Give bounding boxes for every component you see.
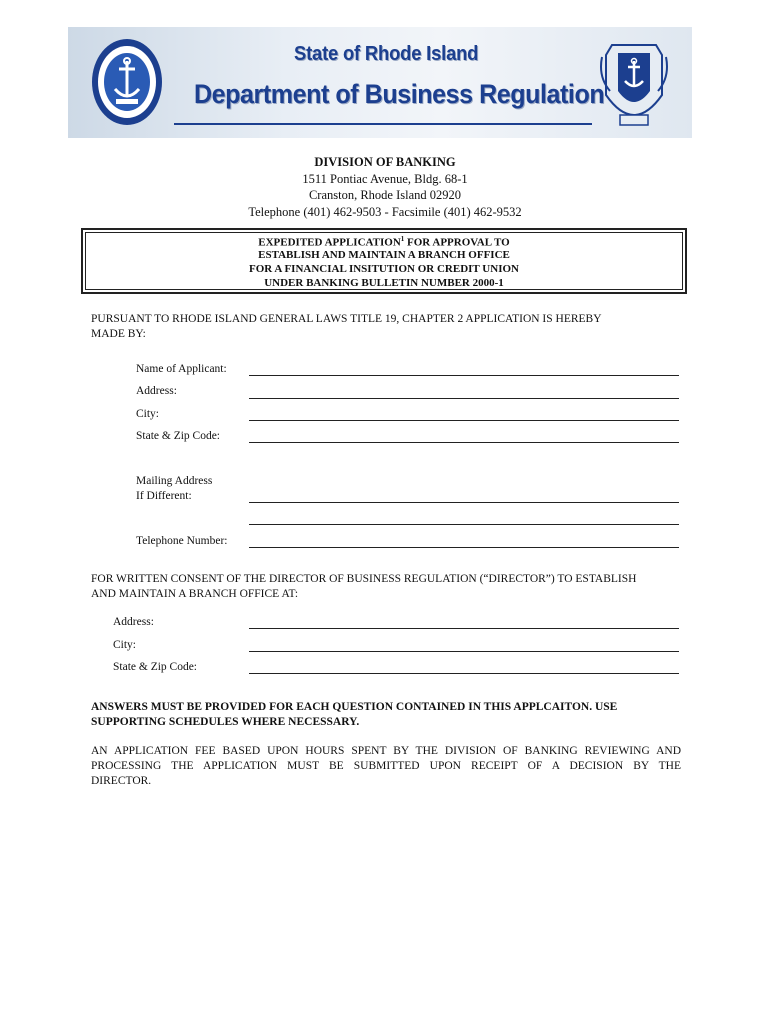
application-title-box [81,228,687,294]
fee-notice: AN APPLICATION FEE BASED UPON HOURS SPENT BY THE DIVISION OF BANKING REVIEWING AND PROCESSING THE APPLICATION MUST BE SUBMITTED UPON RECEIPT OF A DECISION BY THE DIRECTOR. [91,745,681,787]
applicant-city-field[interactable] [249,420,679,421]
telephone-label: Telephone Number: [136,535,228,547]
department-seal-logo [90,37,164,127]
branch-state-zip-label: State & Zip Code: [113,661,198,673]
applicant-address-label: Address: [136,385,177,397]
division-name: DIVISION OF BANKING [314,155,456,169]
letterhead-banner [68,27,692,138]
answers-notice: ANSWERS MUST BE PROVIDED FOR EACH QUESTION CONTAINED IN THIS APPLCAITON. USE SUPPORTING SCHEDULES WHERE NECESSARY. [91,701,618,728]
app-title-line-4: UNDER BANKING BULLETIN NUMBER 2000-1 [264,277,504,289]
department-title: Department of Business Regulation [194,79,605,109]
branch-address-label: Address: [113,616,154,628]
applicant-name-label: Name of Applicant: [136,363,227,375]
app-title-line-1: EXPEDITED APPLICATION$^1$ FOR APPROVAL TO [258,235,510,249]
app-title-line-2: ESTABLISH AND MAINTAIN A BRANCH OFFICE [258,249,510,261]
applicant-address-field[interactable] [249,398,679,399]
branch-address-field[interactable] [249,628,679,629]
letterhead-rule [174,123,592,125]
mailing-address-label: Mailing Address [136,475,213,487]
state-seal-logo [598,37,670,129]
address-line-1: 1511 Pontiac Avenue, Bldg. 68-1 [302,172,468,186]
intro-paragraph: PURSUANT TO RHODE ISLAND GENERAL LAWS TITLE 19, CHAPTER 2 APPLICATION IS HEREBY MADE BY: [91,313,602,340]
app-title-line-3: FOR A FINANCIAL INSITUTION OR CREDIT UNION [249,263,519,275]
state-title: State of Rhode Island [294,43,479,65]
applicant-name-field[interactable] [249,375,679,376]
branch-state-zip-field[interactable] [249,673,679,674]
address-line-2: Cranston, Rhode Island 02920 [308,188,462,202]
mailing-address-field-2[interactable] [249,524,679,525]
branch-city-field[interactable] [249,651,679,652]
applicant-city-label: City: [136,408,160,420]
mailing-if-different-label: If Different: [136,490,192,502]
consent-paragraph: FOR WRITTEN CONSENT OF THE DIRECTOR OF BUSINESS REGULATION (“DIRECTOR”) TO ESTABLISH AND MAINTAIN A BRANCH OFFICE AT: [91,573,637,600]
branch-city-label: City: [113,639,137,651]
applicant-state-zip-field[interactable] [249,442,679,443]
applicant-state-zip-label: State & Zip Code: [136,430,221,442]
telephone-field[interactable] [249,547,679,548]
footnote-marker: 1 [400,235,405,243]
mailing-address-field-1[interactable] [249,502,679,503]
phone-fax: Telephone (401) 462-9503 - Facsimile (401) 462-9532 [248,205,522,219]
